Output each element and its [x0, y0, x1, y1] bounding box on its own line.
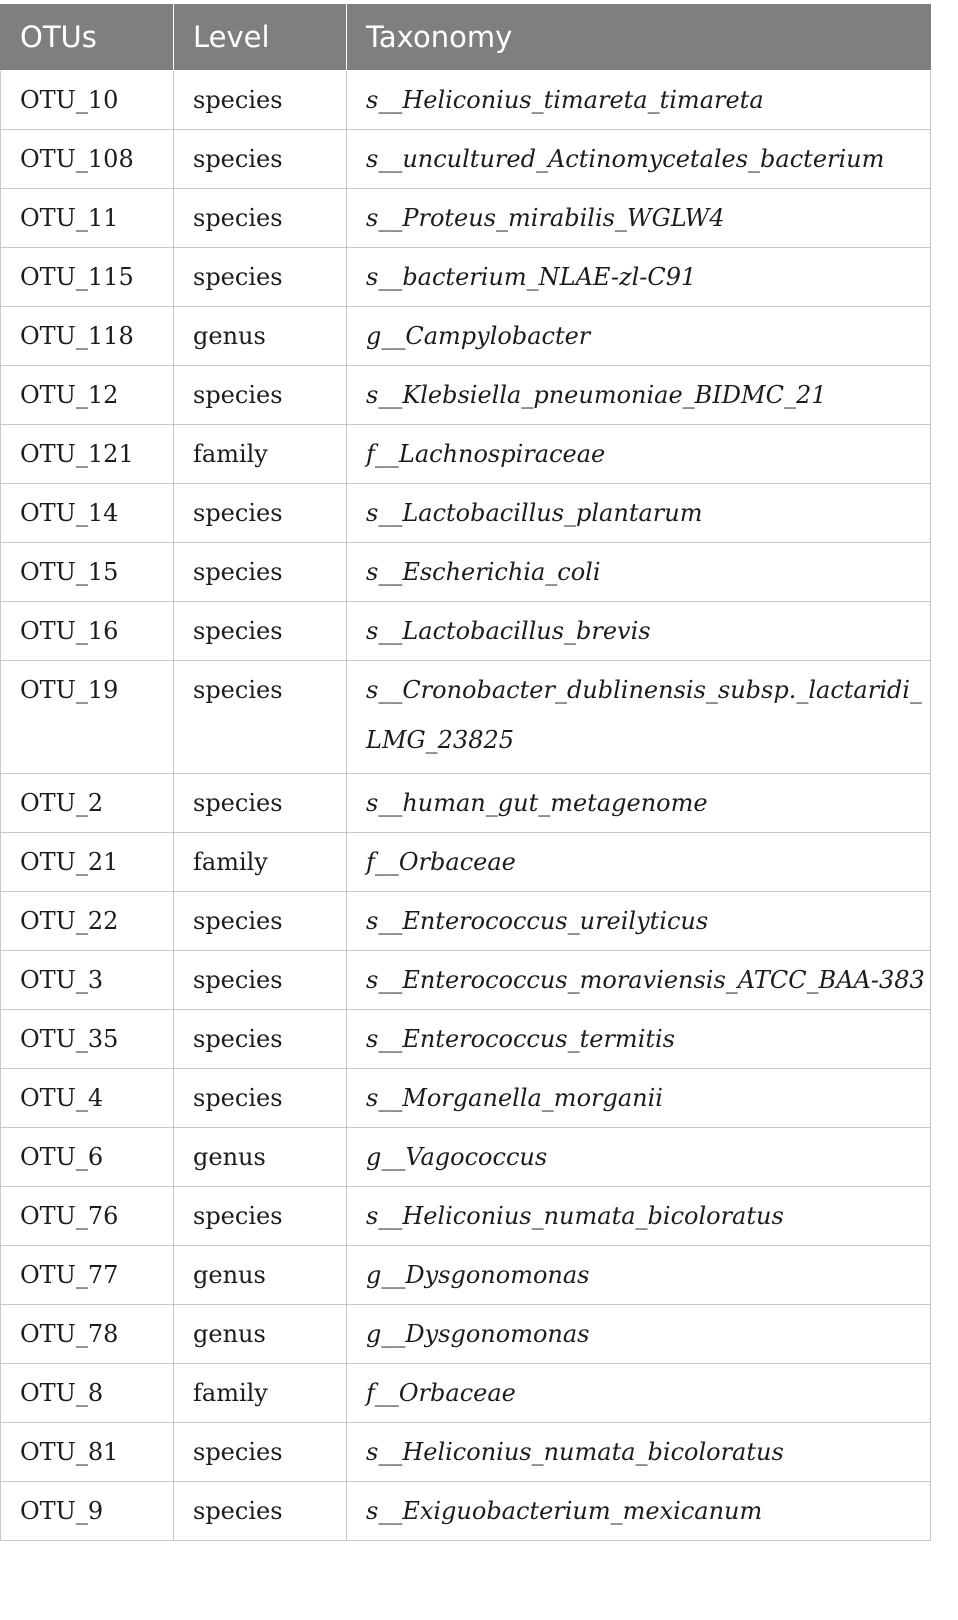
table-row — [1, 1246, 931, 1305]
otu-cell: OTU_3 — [1, 951, 174, 1010]
otu-cell: OTU_12 — [1, 366, 174, 425]
taxonomy-cell: s__Enterococcus_ureilyticus — [347, 892, 931, 951]
table-row — [1, 602, 931, 661]
otu-cell: OTU_118 — [1, 307, 174, 366]
otu-cell: OTU_11 — [1, 189, 174, 248]
table-header — [1, 4, 931, 71]
level-cell: species — [174, 1482, 347, 1541]
taxonomy-cell: s__Lactobacillus_plantarum — [347, 484, 931, 543]
table-row — [1, 774, 931, 833]
otu-cell: OTU_76 — [1, 1187, 174, 1246]
otu-cell: OTU_16 — [1, 602, 174, 661]
level-cell: family — [174, 1364, 347, 1423]
taxonomy-cell: s__Escherichia_coli — [347, 543, 931, 602]
level-cell: species — [174, 1423, 347, 1482]
taxonomy-cell: s__Lactobacillus_brevis — [347, 602, 931, 661]
table-row — [1, 1423, 931, 1482]
taxonomy-cell: g__Campylobacter — [347, 307, 931, 366]
level-cell: species — [174, 543, 347, 602]
level-cell: species — [174, 602, 347, 661]
level-cell: species — [174, 189, 347, 248]
table-row — [1, 1128, 931, 1187]
level-cell: species — [174, 1010, 347, 1069]
table-row — [1, 366, 931, 425]
level-cell: genus — [174, 1305, 347, 1364]
otu-cell: OTU_4 — [1, 1069, 174, 1128]
level-cell: species — [174, 71, 347, 130]
taxonomy-cell: s__Klebsiella_pneumoniae_BIDMC_21 — [347, 366, 931, 425]
table-row — [1, 130, 931, 189]
level-cell: species — [174, 1069, 347, 1128]
table-row — [1, 1482, 931, 1541]
otu-cell: OTU_2 — [1, 774, 174, 833]
otu-cell: OTU_115 — [1, 248, 174, 307]
table-row — [1, 1305, 931, 1364]
level-cell: genus — [174, 1128, 347, 1187]
table-row — [1, 1010, 931, 1069]
level-cell: species — [174, 774, 347, 833]
level-cell: species — [174, 248, 347, 307]
level-cell: species — [174, 366, 347, 425]
header-row — [1, 4, 931, 71]
table-row — [1, 1069, 931, 1128]
taxonomy-cell: f__Orbaceae — [347, 833, 931, 892]
table-row — [1, 189, 931, 248]
level-cell: species — [174, 130, 347, 189]
otu-cell: OTU_22 — [1, 892, 174, 951]
taxonomy-cell: s__Proteus_mirabilis_WGLW4 — [347, 189, 931, 248]
taxonomy-cell: s__Morganella_morganii — [347, 1069, 931, 1128]
header-level: Level — [174, 4, 347, 71]
otu-cell: OTU_77 — [1, 1246, 174, 1305]
otu-cell: OTU_81 — [1, 1423, 174, 1482]
table-row — [1, 661, 931, 774]
otu-cell: OTU_121 — [1, 425, 174, 484]
table-row — [1, 1187, 931, 1246]
header-taxonomy: Taxonomy — [347, 4, 931, 71]
taxonomy-cell: g__Dysgonomonas — [347, 1246, 931, 1305]
taxonomy-cell: s__Enterococcus_termitis — [347, 1010, 931, 1069]
taxonomy-cell: s__uncultured_Actinomycetales_bacterium — [347, 130, 931, 189]
table-row — [1, 1364, 931, 1423]
otu-cell: OTU_19 — [1, 661, 174, 774]
otu-cell: OTU_14 — [1, 484, 174, 543]
level-cell: species — [174, 661, 347, 774]
otu-cell: OTU_35 — [1, 1010, 174, 1069]
level-cell: family — [174, 425, 347, 484]
table-row — [1, 71, 931, 130]
table-row — [1, 425, 931, 484]
otu-taxonomy-table — [0, 4, 931, 1541]
level-cell: species — [174, 1187, 347, 1246]
otu-cell: OTU_9 — [1, 1482, 174, 1541]
taxonomy-cell: s__Enterococcus_moraviensis_ATCC_BAA-383 — [347, 951, 931, 1010]
table-body — [1, 71, 931, 1541]
table-row — [1, 951, 931, 1010]
otu-cell: OTU_108 — [1, 130, 174, 189]
otu-cell: OTU_78 — [1, 1305, 174, 1364]
taxonomy-cell: f__Lachnospiraceae — [347, 425, 931, 484]
otu-cell: OTU_15 — [1, 543, 174, 602]
otu-cell: OTU_10 — [1, 71, 174, 130]
taxonomy-cell: f__Orbaceae — [347, 1364, 931, 1423]
level-cell: species — [174, 892, 347, 951]
table-row — [1, 892, 931, 951]
level-cell: species — [174, 951, 347, 1010]
taxonomy-cell: g__Vagococcus — [347, 1128, 931, 1187]
otu-cell: OTU_21 — [1, 833, 174, 892]
header-otus: OTUs — [1, 4, 174, 71]
taxonomy-cell: s__human_gut_metagenome — [347, 774, 931, 833]
level-cell: family — [174, 833, 347, 892]
table-row — [1, 248, 931, 307]
otu-cell: OTU_8 — [1, 1364, 174, 1423]
level-cell: genus — [174, 307, 347, 366]
table-row — [1, 307, 931, 366]
taxonomy-cell: s__Heliconius_numata_bicoloratus — [347, 1187, 931, 1246]
table-row — [1, 543, 931, 602]
taxonomy-cell: g__Dysgonomonas — [347, 1305, 931, 1364]
table-row — [1, 484, 931, 543]
taxonomy-cell: s__Heliconius_numata_bicoloratus — [347, 1423, 931, 1482]
level-cell: genus — [174, 1246, 347, 1305]
taxonomy-cell: s__Cronobacter_dublinensis_subsp._lactaridi_ LMG_23825 — [347, 661, 931, 774]
taxonomy-cell: s__Exiguobacterium_mexicanum — [347, 1482, 931, 1541]
otu-cell: OTU_6 — [1, 1128, 174, 1187]
level-cell: species — [174, 484, 347, 543]
table-row — [1, 833, 931, 892]
taxonomy-cell: s__Heliconius_timareta_timareta — [347, 71, 931, 130]
taxonomy-cell: s__bacterium_NLAE-zl-C91 — [347, 248, 931, 307]
